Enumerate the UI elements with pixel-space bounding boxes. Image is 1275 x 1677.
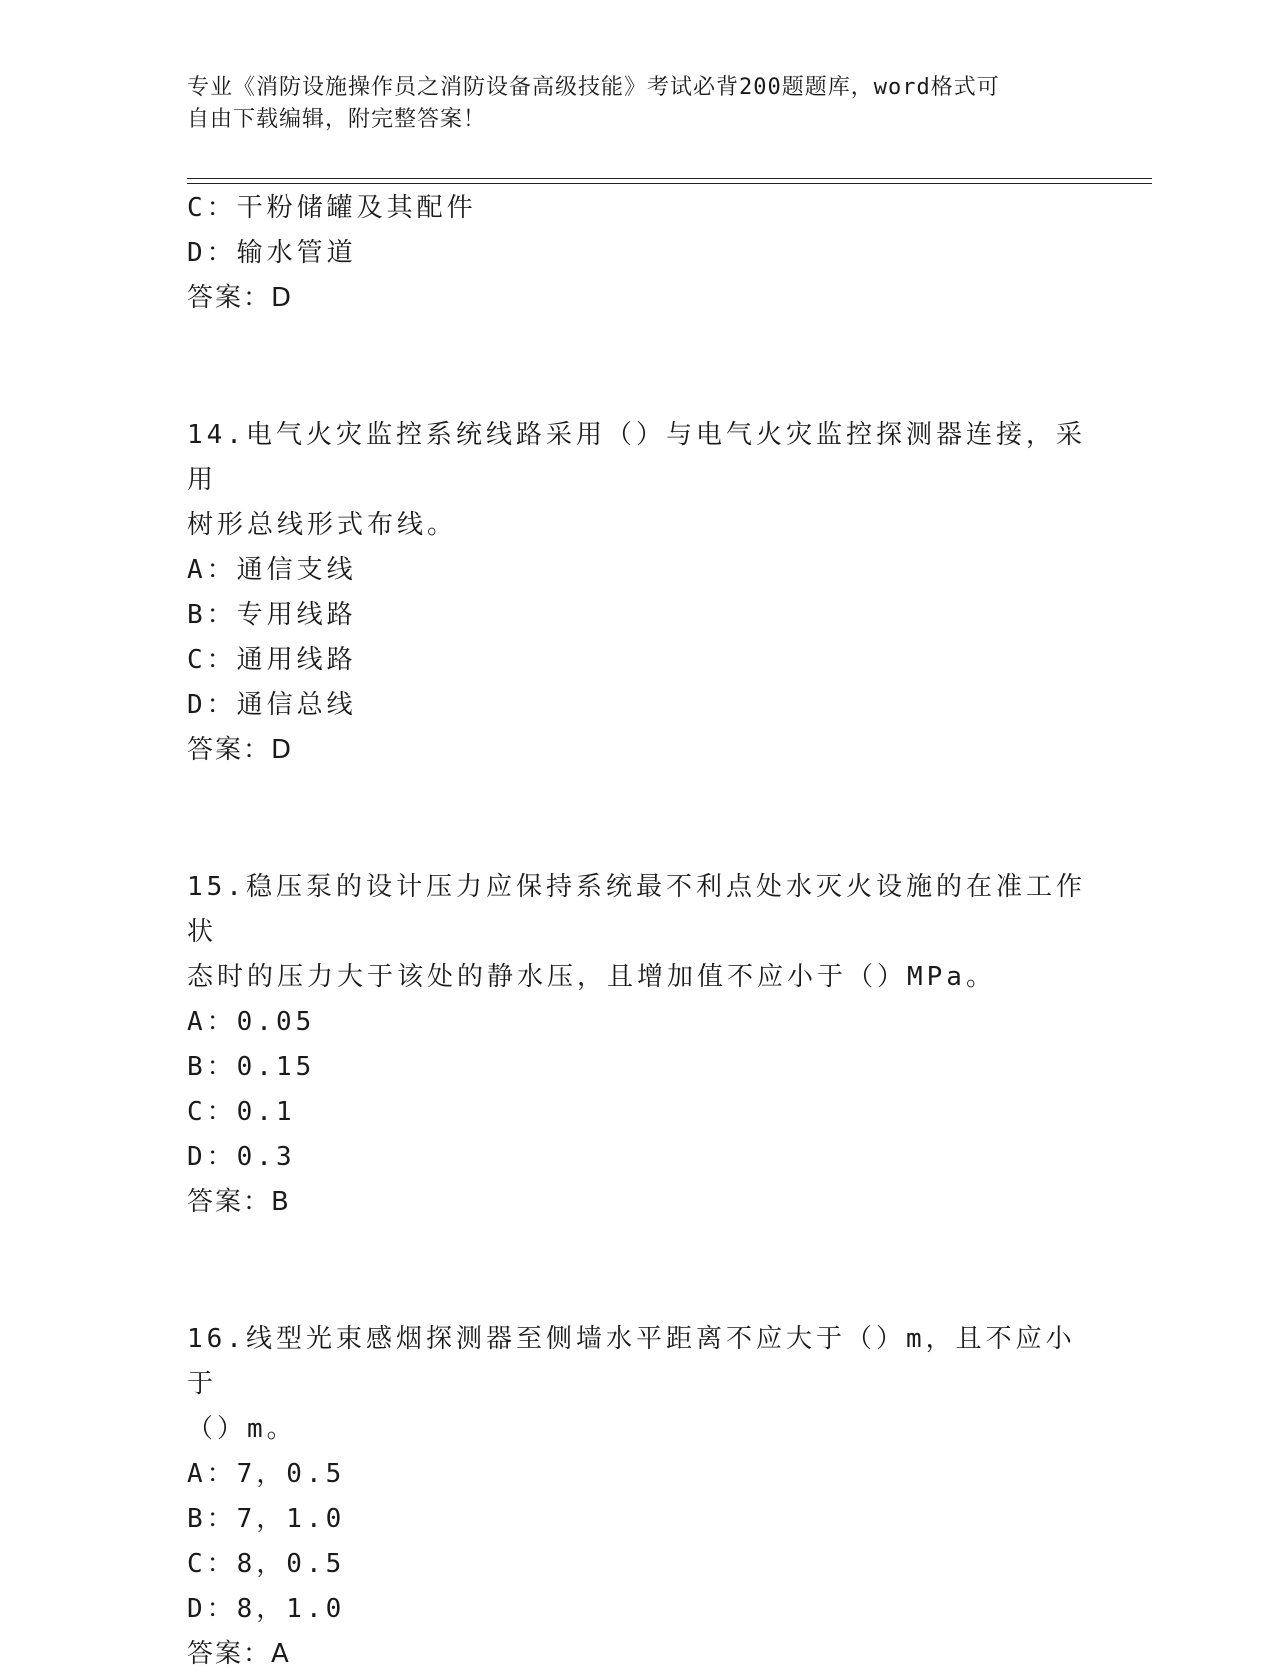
option-c: C：干粉储罐及其配件 <box>187 193 477 223</box>
option-a: A：7，0.5 <box>187 1459 346 1489</box>
option-d: D：通信总线 <box>187 690 357 720</box>
option-b: B：0.15 <box>187 1052 316 1082</box>
question-16 <box>187 1317 1087 1677</box>
question-content <box>187 186 1087 1677</box>
option-b: B：7，1.0 <box>187 1504 346 1534</box>
question-stem-line-1: 14.电气火灾监控系统线路采用（）与电气火灾监控探测器连接，采用 <box>187 420 1086 495</box>
option-d: D：输水管道 <box>187 238 357 268</box>
question-13-tail <box>187 186 1087 321</box>
header-line-2: 自由下载编辑，附完整答案！ <box>187 107 487 132</box>
answer-line: 答案：B <box>187 1187 291 1217</box>
question-stem-line-2: 树形总线形式布线。 <box>187 510 458 540</box>
option-c: C：0.1 <box>187 1097 296 1127</box>
answer-line: 答案：D <box>187 735 294 765</box>
question-stem-line-1: 15.稳压泵的设计压力应保持系统最不利点处水灭火设施的在准工作状 <box>187 872 1086 947</box>
option-a: A：0.05 <box>187 1007 316 1037</box>
question-stem-line-2: （）m。 <box>187 1414 297 1444</box>
option-a: A：通信支线 <box>187 555 357 585</box>
header-divider-top <box>187 178 1152 179</box>
question-15 <box>187 865 1087 1225</box>
header-line-1: 专业《消防设施操作员之消防设备高级技能》考试必背200题题库，word格式可 <box>187 75 1000 100</box>
option-b: B：专用线路 <box>187 600 357 630</box>
question-stem-line-1: 16.线型光束感烟探测器至侧墙水平距离不应大于（）m，且不应小于 <box>187 1324 1076 1399</box>
option-d: D：0.3 <box>187 1142 296 1172</box>
option-c: C：8，0.5 <box>187 1549 346 1579</box>
header-divider-bottom <box>187 183 1152 184</box>
option-d: D：8，1.0 <box>187 1594 346 1624</box>
question-14 <box>187 413 1087 773</box>
answer-line: 答案：A <box>187 1639 291 1669</box>
question-stem-line-2: 态时的压力大于该处的静水压，且增加值不应小于（）MPa。 <box>187 962 996 992</box>
answer-line: 答案：D <box>187 283 294 313</box>
document-header <box>187 72 1067 136</box>
option-c: C：通用线路 <box>187 645 357 675</box>
